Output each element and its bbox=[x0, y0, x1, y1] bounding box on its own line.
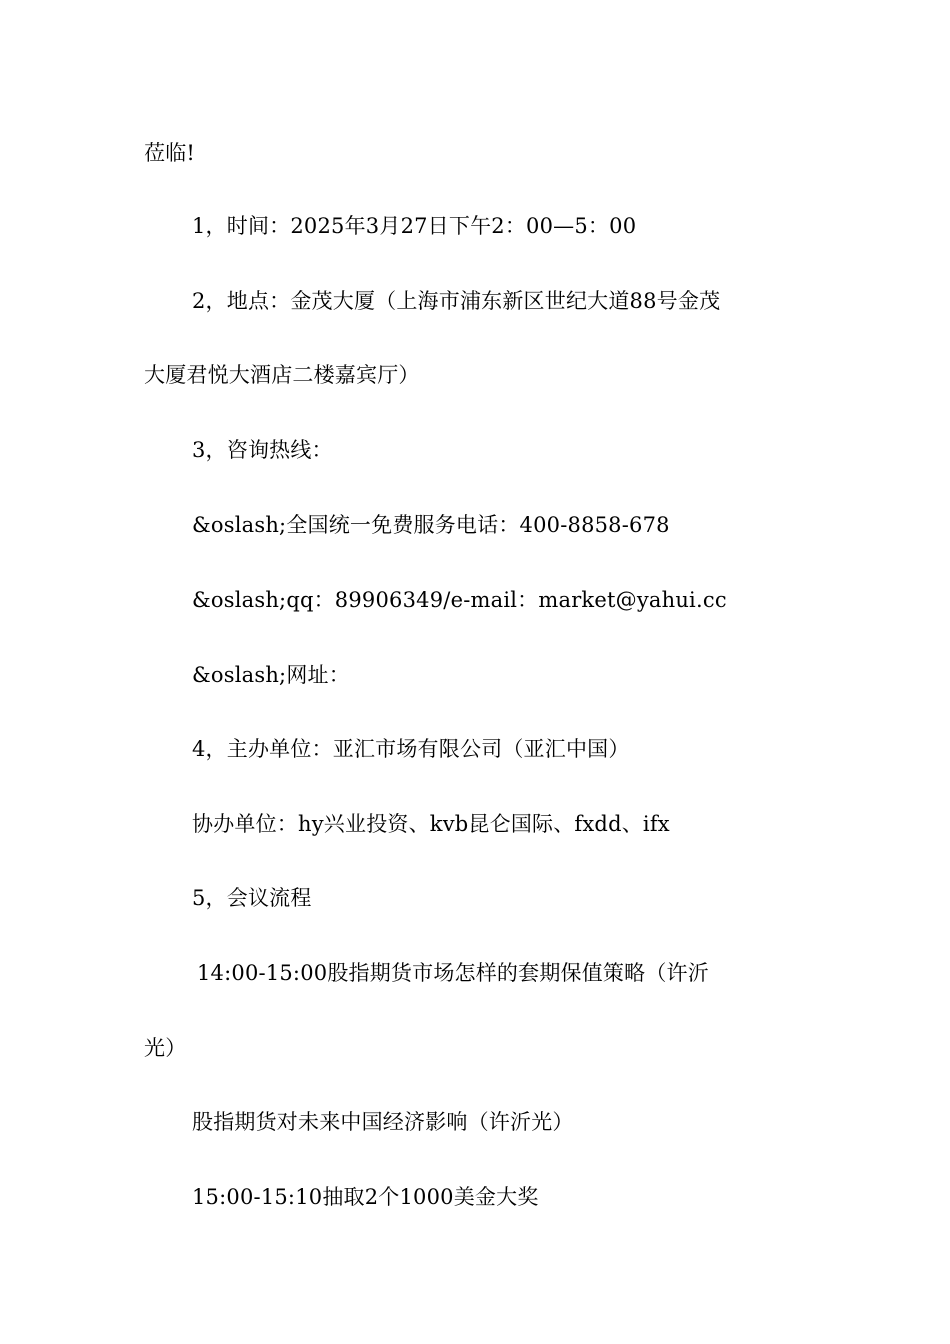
text-line-qq-email: &oslash;qq：89906349/e-mail：market@yahui.cc bbox=[192, 588, 727, 612]
text-line-phone: &oslash;全国统一免费服务电话：400-8858-678 bbox=[192, 513, 670, 537]
text-line-agenda-item-2: 股指期货对未来中国经济影响（许沂光） bbox=[192, 1110, 574, 1134]
text-line-location: 2，地点：金茂大厦（上海市浦东新区世纪大道88号金茂 bbox=[192, 289, 721, 313]
text-line-agenda-heading: 5，会议流程 bbox=[192, 886, 312, 910]
text-line-co-organizer: 协办单位：hy兴业投资、kvb昆仑国际、fxdd、ifx bbox=[192, 812, 670, 836]
text-line-agenda-item-3: 15:00-15:10抽取2个1000美金大奖 bbox=[192, 1185, 539, 1209]
text-line-website: &oslash;网址： bbox=[192, 663, 350, 687]
text-line-agenda-item-1: 14:00-15:00股指期货市场怎样的套期保值策略（许沂 bbox=[197, 961, 709, 985]
text-line-hotline-heading: 3，咨询热线： bbox=[192, 438, 333, 462]
text-line-time: 1，时间：2025年3月27日下午2：00—5：00 bbox=[192, 214, 637, 238]
text-line-location-cont: 大厦君悦大酒店二楼嘉宾厅） bbox=[144, 363, 420, 387]
text-line-greeting: 莅临! bbox=[144, 141, 196, 165]
text-line-organizer: 4，主办单位：亚汇市场有限公司（亚汇中国） bbox=[192, 737, 630, 761]
text-line-agenda-item-1-cont: 光） bbox=[144, 1036, 187, 1060]
